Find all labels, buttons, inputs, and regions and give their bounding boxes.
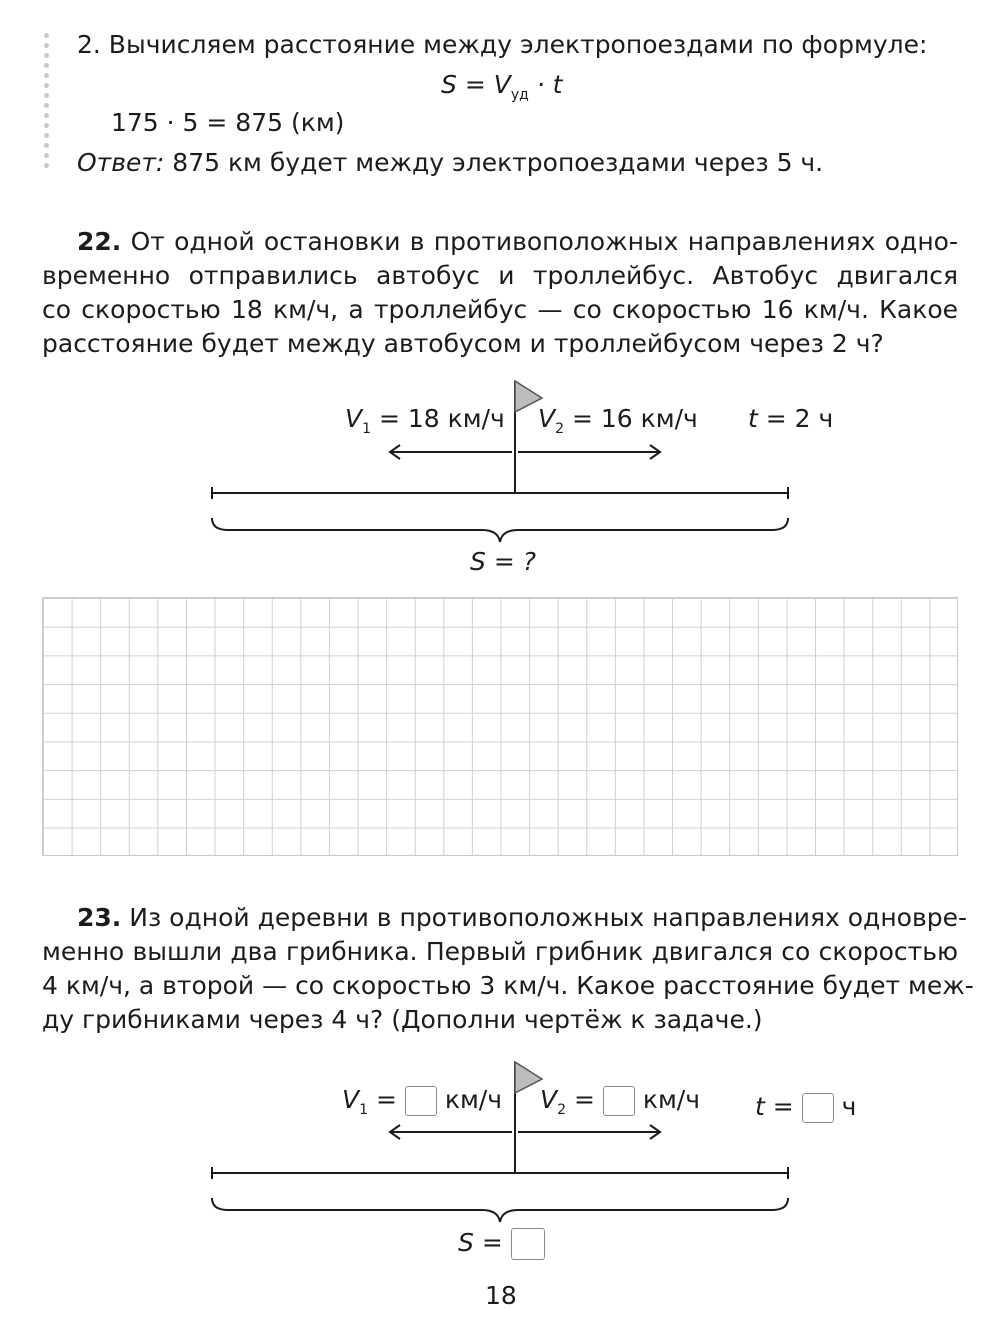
- task-23-number: 23.: [77, 903, 122, 932]
- distance-label-22: S = ?: [470, 547, 536, 576]
- calculation: 175 · 5 = 875 (км): [111, 108, 345, 137]
- task-23-line-4: ду грибниками через 4 ч? (Дополни чертёж к задаче.): [42, 1005, 763, 1034]
- v2-label-23: $V_2 = км/ч$: [540, 1085, 700, 1118]
- page-number: 18: [485, 1281, 517, 1310]
- distance-input-box[interactable]: [511, 1228, 545, 1260]
- v1-input-box[interactable]: [405, 1086, 437, 1116]
- task-22-number: 22.: [77, 227, 122, 256]
- task-22-line-1: 22. От одной остановки в противоположных направлениях одно-: [77, 227, 958, 256]
- flag-23: [515, 1062, 542, 1093]
- v1-label-23: $V_1 = км/ч$: [342, 1085, 502, 1118]
- answer-label: Ответ:: [77, 148, 165, 177]
- v1-label-22: $V_1 = 18$ км/ч: [345, 404, 505, 437]
- solution-step-2: 2. Вычисляем расстояние между электропоездами по формуле:: [77, 30, 928, 59]
- task-22-line-2: временно отправились автобус и троллейбус. Автобус двигался: [42, 261, 958, 290]
- time-input-box[interactable]: [802, 1093, 834, 1123]
- answer-grid[interactable]: [42, 597, 958, 856]
- task-23-line-3: 4 км/ч, а второй — со скоростью 3 км/ч. Какое расстояние будет меж-: [42, 971, 974, 1000]
- task-22-line-4: расстояние будет между автобусом и троллейбусом через 2 ч?: [42, 329, 884, 358]
- task-23-line-2: менно вышли два грибника. Первый грибник двигался со скоростью: [42, 937, 958, 966]
- brace-22: [212, 518, 788, 542]
- time-label-23: t = ч: [755, 1092, 857, 1121]
- task-23-line-1: 23. Из одной деревни в противоположных направлениях одновре-: [77, 903, 967, 932]
- answer-text: 875 км будет между электропоездами через 5 ч.: [164, 148, 824, 177]
- formula-t: · t: [528, 70, 563, 99]
- time-label-22: t = 2 ч: [748, 404, 834, 433]
- brace-23: [212, 1198, 788, 1222]
- distance-label-23: S =: [458, 1226, 545, 1260]
- v2-input-box[interactable]: [603, 1086, 635, 1116]
- task-23-text: [42, 901, 974, 1037]
- formula-subscript: уд: [510, 87, 529, 103]
- task-22-line-3: со скоростью 18 км/ч, а троллейбус — со скоростью 16 км/ч. Какое: [42, 295, 958, 324]
- formula-s: S = V: [441, 70, 511, 99]
- v2-label-22: $V_2 = 16$ км/ч: [538, 404, 698, 437]
